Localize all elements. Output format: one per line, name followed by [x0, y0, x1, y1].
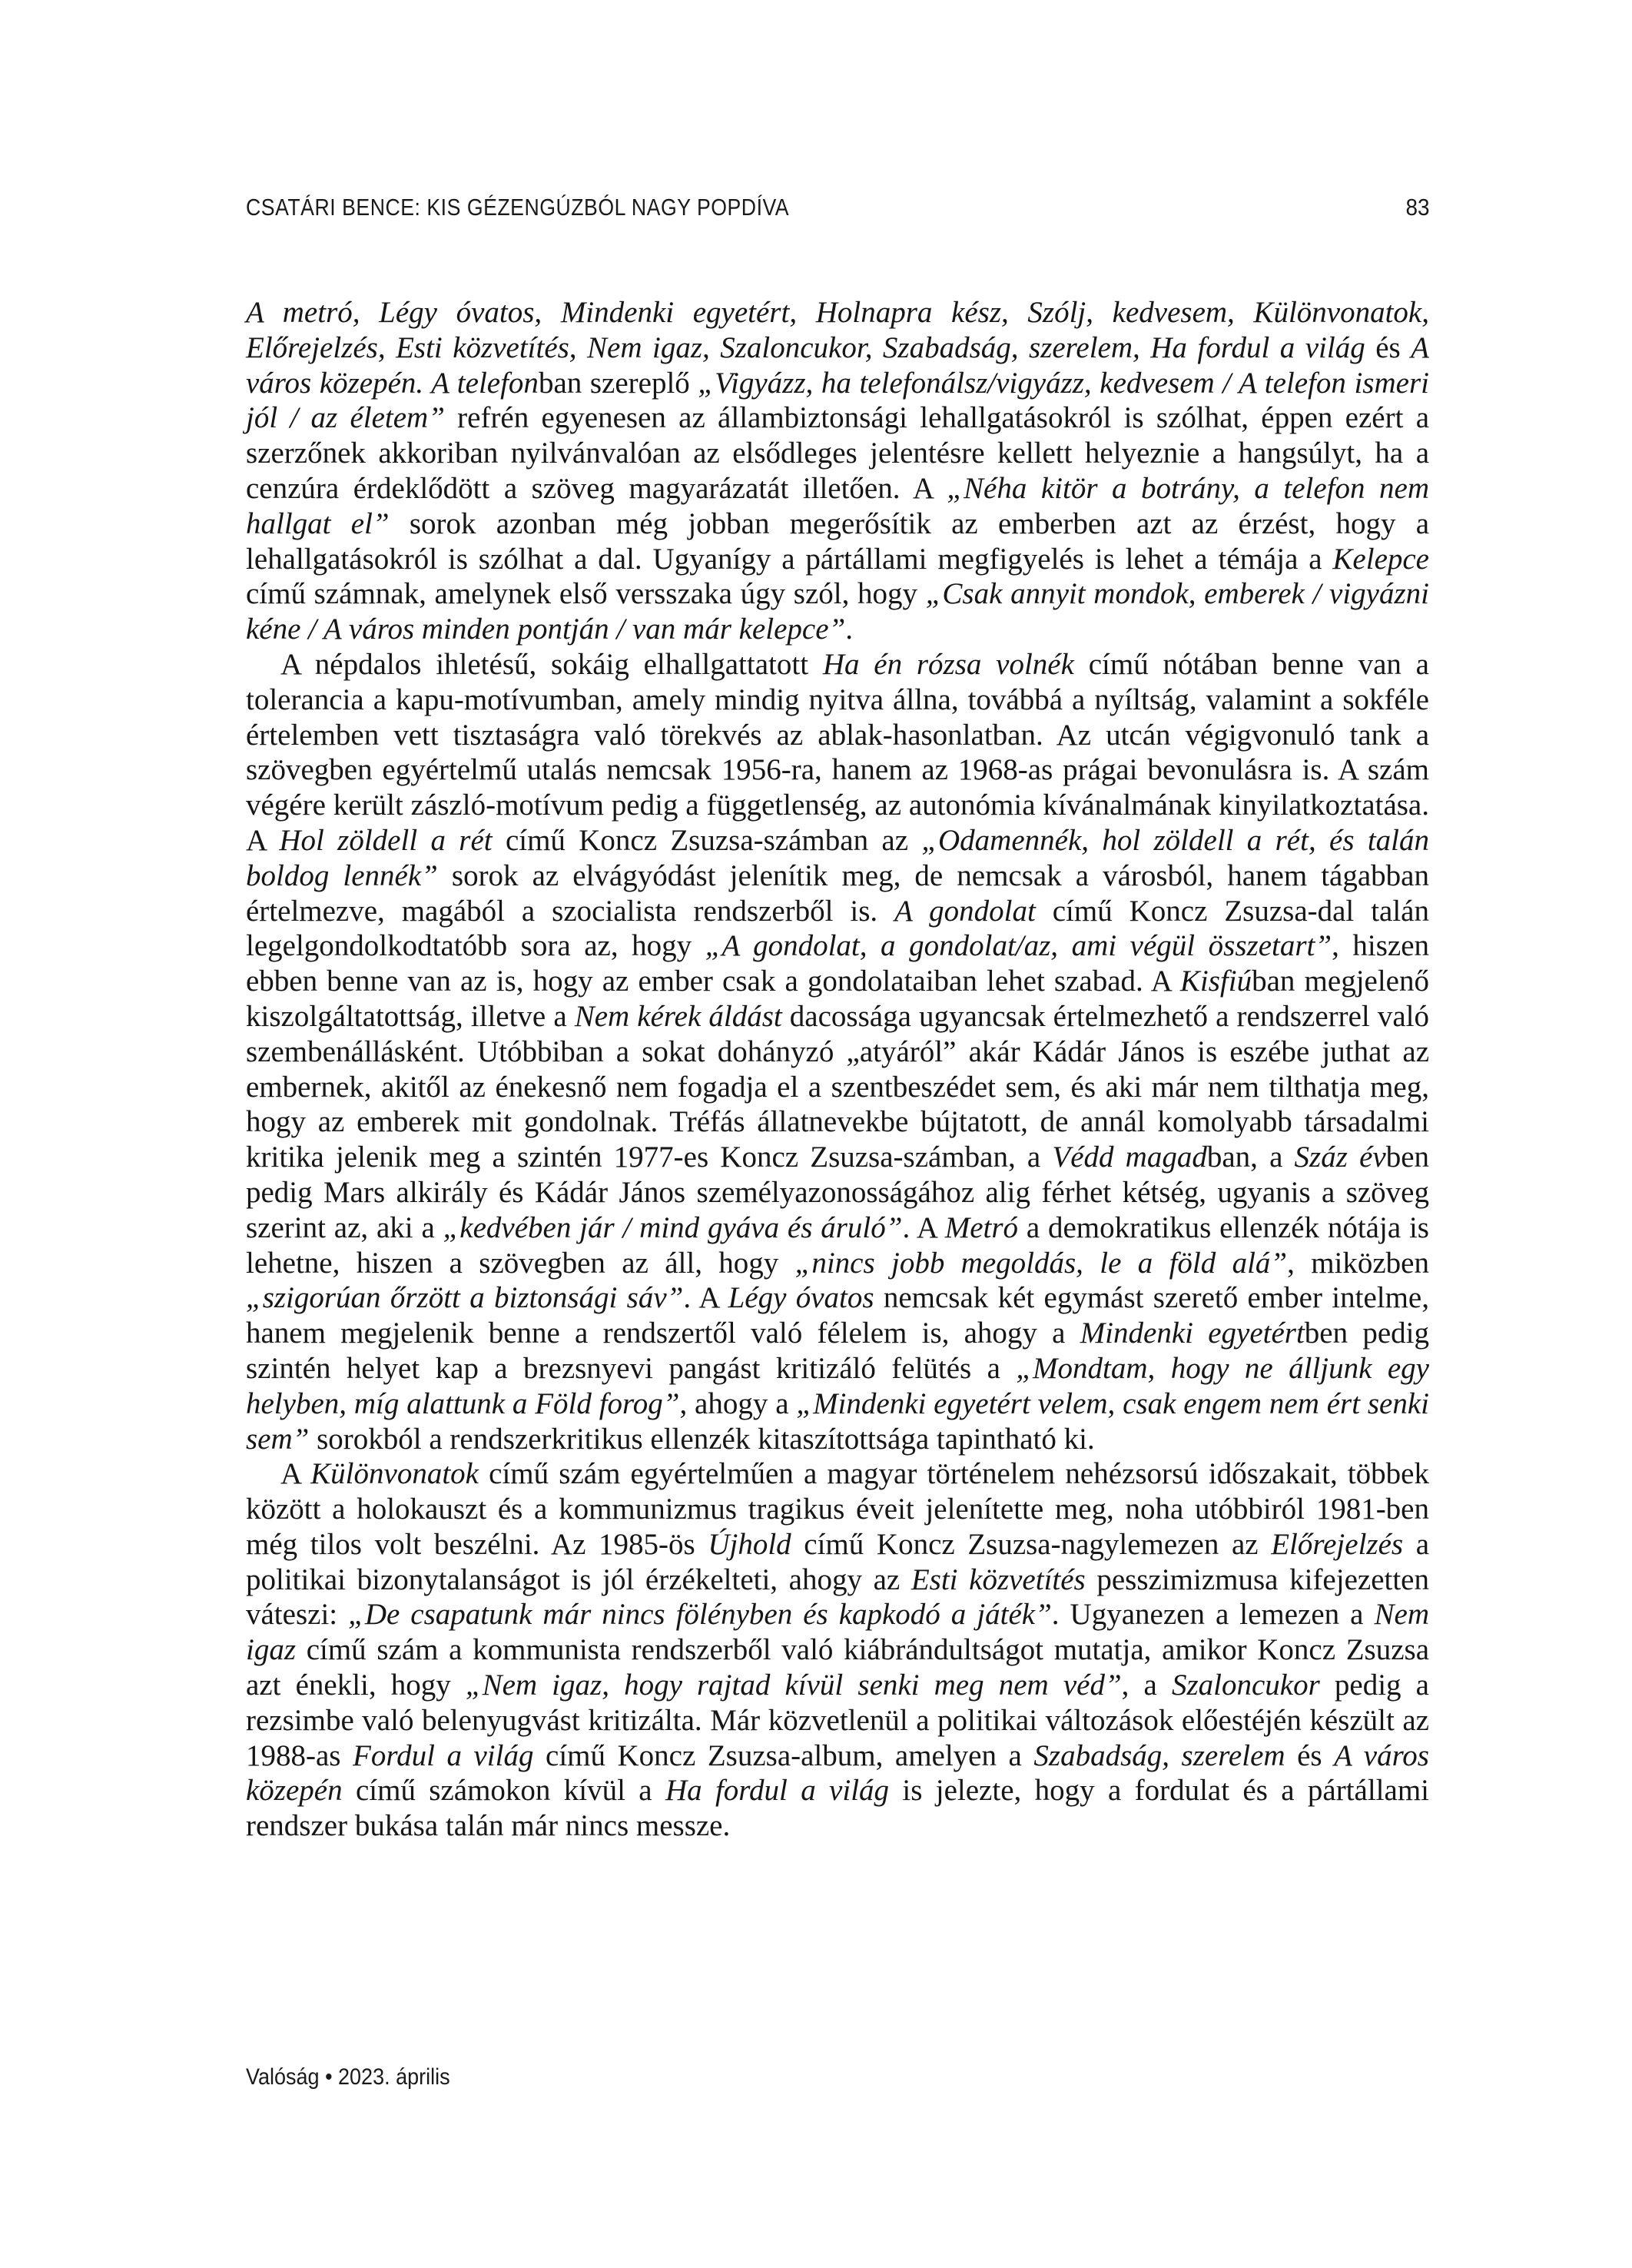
text-run: . A [902, 1210, 945, 1244]
italic-text-run: Légy óvatos [728, 1281, 874, 1315]
journal-issue-label: Valóság • 2023. április [246, 2064, 450, 2090]
text-run: ben pedig szintén helyet kap a brezsnyevi pangást kritizáló felütés a [246, 1317, 1429, 1385]
paragraph-3 [246, 1456, 1429, 1844]
text-run: . Ugyanezen a lemezen a [1051, 1598, 1375, 1632]
text-run: sorokból a rendszerkritikus ellenzék kitaszítottsága tapintható ki. [309, 1422, 1095, 1456]
text-run: sorok azonban még jobban megerősítik az emberben azt az érzést, hogy a lehallgatásokról is szólhat a dal. Ugyanígy a pártállami megfigyelés is lehet a témája a [246, 506, 1430, 576]
text-run: , a [1121, 1669, 1172, 1702]
italic-text-run: Védd magad [1052, 1141, 1207, 1174]
text-run: A népdalos ihletésű, sokáig elhallgattatott [280, 647, 823, 681]
text-run: ban szereplő [538, 366, 698, 400]
italic-text-run: „kedvében jár / mind gyáva és áruló” [443, 1210, 903, 1244]
italic-text-run: „Néha kitör a botrány, a telefon nem hallgat el” [246, 471, 1429, 540]
paragraph-1 [246, 295, 1429, 647]
italic-text-run: Mindenki egyetért [1080, 1317, 1305, 1350]
italic-text-run: „Csak annyit mondok, emberek / vigyázni kéne / A város minden pontján / van már kelepce” [246, 577, 1429, 646]
text-run: . [845, 613, 853, 646]
text-run: című számokon kívül a [342, 1774, 665, 1808]
paragraph-2 [246, 647, 1429, 1456]
text-run: . A [683, 1281, 728, 1315]
italic-text-run: „Mindenki egyetért velem, csak engem nem ért senki sem” [246, 1386, 1430, 1456]
running-foot [246, 2064, 473, 2090]
italic-text-run: Esti közvetítés [911, 1562, 1086, 1596]
page-number: 83 [1405, 194, 1429, 221]
text-run: , ahogy a [679, 1386, 797, 1420]
italic-text-run: Szaloncukor [1171, 1669, 1320, 1702]
text-run: a politikai bizonytalanságot is jól érzékelteti, ahogy az [246, 1527, 1430, 1596]
italic-text-run: Újhold [708, 1527, 791, 1561]
italic-text-run: Nem igaz [246, 1598, 1429, 1667]
italic-text-run: „De csapatunk már nincs fölényben és kapkodó a játék” [348, 1598, 1052, 1632]
text-run: ben pedig Mars alkirály és Kádár János személyazonosságához alig férhet kétség, ugyanis a szöveg szerint az, aki a [246, 1141, 1429, 1244]
italic-text-run: Előrejelzés [1271, 1527, 1404, 1561]
text-run: pesszimizmusa kifejezetten váteszi: [246, 1562, 1429, 1632]
text-run: című Koncz Zsuzsa-számban az [492, 823, 922, 857]
running-head-title: CSATÁRI BENCE: KIS GÉZENGÚZBÓL NAGY POPDÍVA [246, 194, 790, 221]
italic-text-run: Hol zöldell a rét [279, 823, 493, 857]
text-run: című Koncz Zsuzsa-album, amelyen a [533, 1738, 1034, 1772]
italic-text-run: A város közepén. A telefon [246, 330, 1429, 400]
italic-text-run: Ha én rózsa volnék [822, 647, 1074, 681]
italic-text-run: A város közepén [246, 1738, 1429, 1808]
text-run: ban megjelenő kiszolgáltatottság, illetve a [246, 965, 1429, 1033]
text-run: is jelezte, hogy a fordulat és a pártállami rendszer bukása talán már nincs messze. [246, 1774, 1429, 1843]
text-run: nemcsak két egymást szerető ember intelme, hanem megjelenik benne a rendszertől való félelem is, ahogy a [246, 1281, 1429, 1350]
text-run: A [280, 1457, 311, 1491]
text-run: , hiszen ebben benne van az is, hogy az ember csak a gondolataiban lehet szabad. A [246, 929, 1430, 998]
text-run: című nótában benne van a tolerancia a kapu-motívumban, amely mindig nyitva állna, továbbá a nyíltság, valamint a sokféle értelemben vett tisztaságra való törekvés az ablak-hasonlatban. Az utcán végigvonuló tank a szövegben egyértelmű utalás nemcsak 1956-ra, hanem az 1968-as prágai bevonulásra is. A szám végére került zászló-motívum pedig a függetlenség, az autonómia kívánalmának kinyilatkoztatása. A [246, 647, 1429, 857]
italic-text-run: Metró [944, 1210, 1019, 1244]
text-run: című szám egyértelműen a magyar történelem nehézsorsú időszakait, többek között a holokauszt és a kommunizmus tragikus éveit jelenítette meg, noha utóbbiról 1981-ben még tilos volt beszélni. Az 1985-ös [246, 1457, 1429, 1561]
italic-text-run: Kisfiú [1179, 965, 1252, 998]
italic-text-run: Száz év [1294, 1141, 1386, 1174]
text-run: , miközben [1287, 1246, 1429, 1280]
italic-text-run: Szabadság, szerelem [1033, 1738, 1285, 1772]
italic-text-run: Kelepce [1332, 542, 1429, 576]
italic-text-run: A gondolat [894, 894, 1036, 928]
italic-text-run: „Odamennék, hol zöldell a rét, és talán boldog lennék” [246, 823, 1429, 892]
italic-text-run: A metró, Légy óvatos, Mindenki egyetért, Holnapra kész, Szólj, kedvesem, Különvonatok, Előrejelzés, Esti közvetítés, Nem igaz, Szaloncukor, Szabadság, szerelem, Ha fordul a világ [246, 296, 1429, 364]
text-run: című számnak, amelynek első versszaka úgy szól, hogy [246, 577, 926, 611]
italic-text-run: „Mondtam, hogy ne álljunk egy helyben, míg alattunk a Föld forog” [246, 1351, 1429, 1420]
running-head [246, 194, 1429, 221]
text-run: a demokratikus ellenzék nótája is lehetne, hiszen a szövegben az áll, hogy [246, 1210, 1429, 1280]
italic-text-run: „Nem igaz, hogy rajtad kívül senki meg nem véd” [465, 1669, 1122, 1702]
italic-text-run: „szigorúan őrzött a biztonsági sáv” [246, 1281, 684, 1315]
article-body [246, 295, 1429, 1844]
text-run: dacossága ugyancsak értelmezhető a rendszerrel való szembenállásként. Utóbbiban a sokat dohányzó „atyáról” akár Kádár János is eszébe juthat az embernek, akitől az énekesnő nem fogadja el a szentbeszédet sem, és aki már nem tilthatja meg, hogy az emberek mit gondolnak. Tréfás állatnevekbe bújtatott, de annál komolyabb társadalmi kritika jelenik meg a szintén 1977-es Koncz Zsuzsa-számban, a [246, 999, 1429, 1174]
text-run: refrén egyenesen az állambiztonsági lehallgatásokról is szólhat, éppen ezért a szerzőnek akkoriban nyilvánvalóan az elsődleges jelentésre kellett helyeznie a hangsúlyt, ha a cenzúra érdeklődött a szöveg magyarázatát illetően. A [246, 401, 1430, 505]
text-run: ban, a [1206, 1141, 1295, 1174]
italic-text-run: „Vigyázz, ha telefonálsz/vigyázz, kedvesem / A telefon ismeri jól / az életem” [246, 366, 1429, 435]
italic-text-run: „nincs jobb megoldás, le a föld alá” [794, 1246, 1288, 1280]
text-run: című Koncz Zsuzsa-dal talán legelgondolkodtatóbb sora az, hogy [246, 894, 1429, 963]
text-run: című szám a kommunista rendszerből való kiábrándultságot mutatja, amikor Koncz Zsuzsa azt énekli, hogy [246, 1633, 1429, 1702]
italic-text-run: Nem kérek áldást [574, 999, 782, 1033]
text-run: és [1365, 330, 1411, 364]
italic-text-run: „A gondolat, a gondolat/az, ami végül összetart” [705, 929, 1332, 963]
text-run: című Koncz Zsuzsa-nagylemezen az [791, 1527, 1272, 1561]
italic-text-run: Ha fordul a világ [665, 1774, 890, 1808]
text-run: pedig a rezsimbe való belenyugvást kritizálta. Már közvetlenül a politikai változások előestéjén készült az 1988-as [246, 1669, 1429, 1772]
italic-text-run: Különvonatok [310, 1457, 479, 1491]
text-run: és [1285, 1738, 1335, 1772]
text-run: sorok az elvágyódást jelenítik meg, de nemcsak a városból, hanem tágabban értelmezve, magából a szocialista rendszerből is. [246, 858, 1429, 928]
italic-text-run: Fordul a világ [353, 1738, 534, 1772]
